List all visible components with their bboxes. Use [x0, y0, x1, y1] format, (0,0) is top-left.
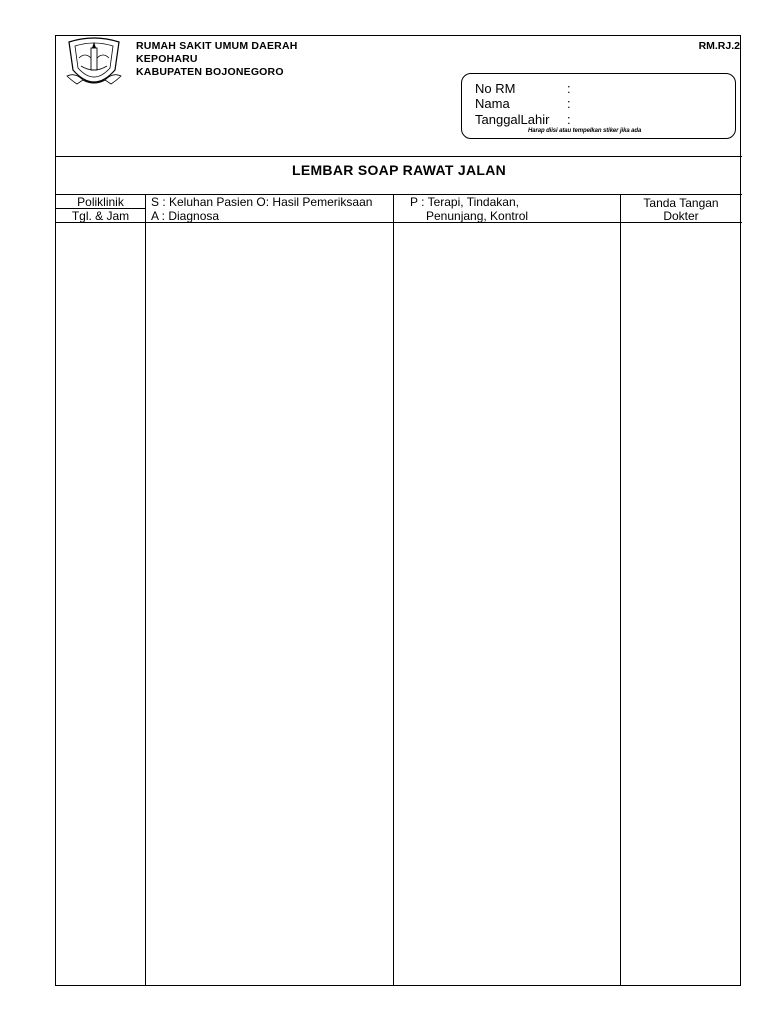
hospital-name — [136, 40, 298, 79]
no-rm-colon: : — [567, 81, 571, 96]
no-rm-field[interactable] — [475, 81, 571, 96]
header-tanda-tangan: Tanda Tangan — [643, 196, 719, 210]
tanggal-lahir-field[interactable] — [475, 112, 571, 127]
tanggal-lahir-label: TanggalLahir — [475, 112, 550, 127]
header-tgl-jam: Tgl. & Jam — [71, 209, 130, 223]
no-rm-label: No RM — [475, 81, 516, 96]
col-poliklinik-entry[interactable] — [56, 223, 145, 985]
nama-colon: : — [567, 96, 571, 111]
patient-info-box — [461, 73, 736, 139]
header-dokter: Dokter — [663, 209, 699, 223]
header-soap-p: P : Terapi, Tindakan, — [410, 195, 519, 209]
col-signature-entry[interactable] — [621, 223, 741, 985]
col-plan-entry[interactable] — [394, 223, 620, 985]
nama-label: Nama — [475, 96, 510, 111]
header-poliklinik: Poliklinik — [77, 195, 124, 209]
soap-form — [55, 35, 741, 986]
header-divider — [56, 156, 742, 157]
hospital-line-3: KABUPATEN BOJONEGORO — [136, 66, 284, 78]
hospital-line-1: RUMAH SAKIT UMUM DAERAH — [136, 40, 298, 52]
page-title: LEMBAR SOAP RAWAT JALAN — [291, 162, 507, 178]
hospital-line-2: KEPOHARU — [136, 53, 198, 65]
header-soap-a: A : Diagnosa — [151, 209, 220, 223]
nama-field[interactable] — [475, 96, 571, 111]
col-soap-entry[interactable] — [146, 223, 393, 985]
tanggal-lahir-colon: : — [567, 112, 571, 127]
form-code: RM.RJ.2 — [698, 40, 740, 52]
regency-seal-icon — [65, 36, 123, 88]
header-soap-p-cont: Penunjang, Kontrol — [426, 209, 529, 223]
header-soap-s-o: S : Keluhan Pasien O: Hasil Pemeriksaan — [151, 195, 373, 209]
sticker-note: Harap diisi atau tempelkan stiker jika ada — [528, 128, 642, 134]
